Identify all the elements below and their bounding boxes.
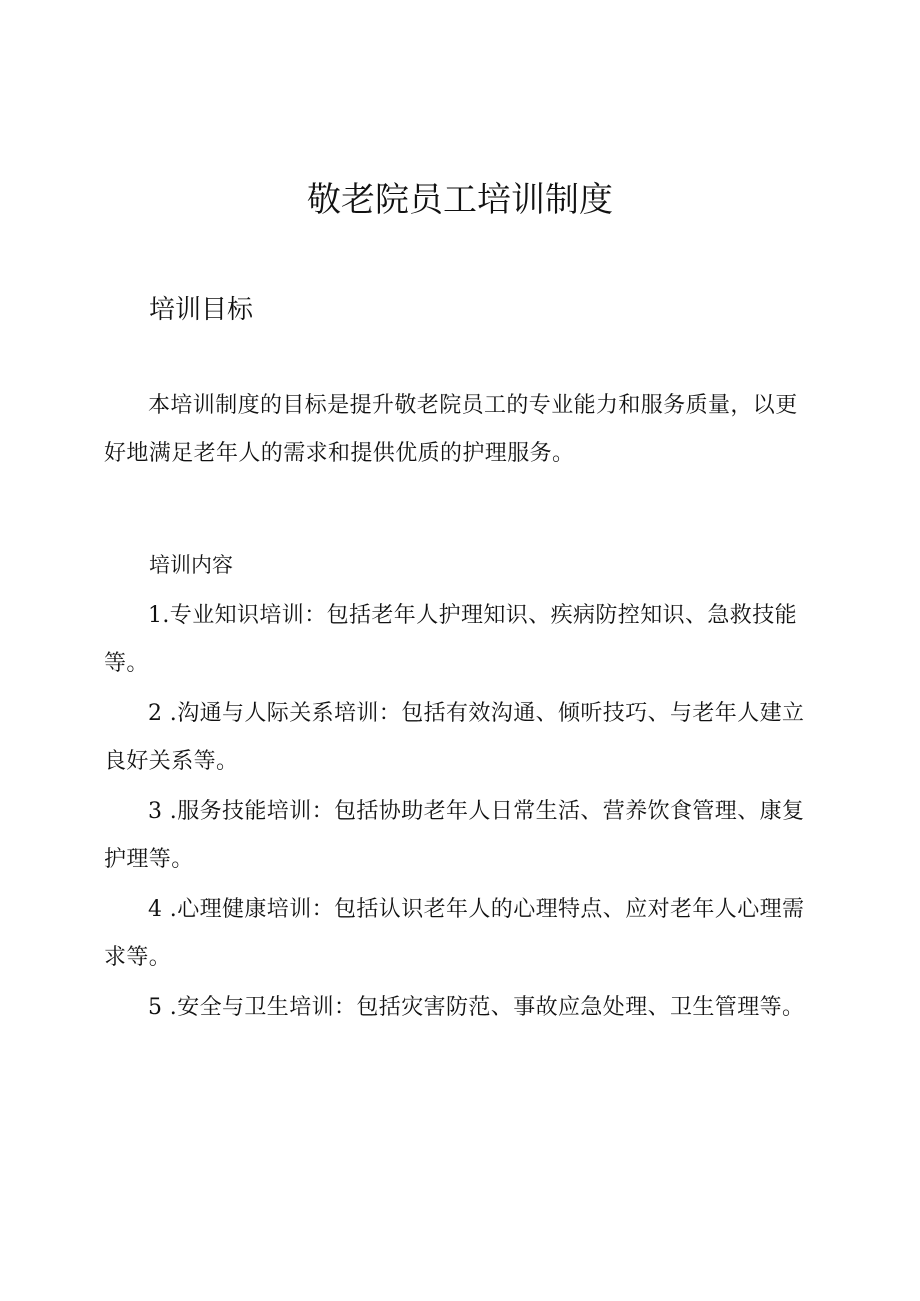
list-item-text: 服务技能培训：包括协助老年人日常生活、营养饮食管理、康复护理等。: [104, 799, 805, 872]
list-item-text: 专业知识培训：包括老年人护理知识、疾病防控知识、急救技能等。: [104, 603, 797, 676]
section-heading-content: 培训内容: [149, 553, 233, 577]
list-item-number: 3 .: [148, 799, 178, 824]
list-item: [104, 690, 820, 786]
training-content-list: [104, 592, 820, 1034]
list-item: [104, 984, 820, 1032]
list-item-text: 心理健康培训：包括认识老年人的心理特点、应对老年人心理需求等。: [104, 897, 805, 970]
list-item-number: 5 .: [148, 995, 178, 1020]
list-item-number: 1.: [148, 603, 170, 628]
list-item-number: 2 .: [148, 701, 178, 726]
list-item: [104, 592, 820, 688]
section-heading-goal: 培训目标: [149, 295, 254, 325]
goal-paragraph: 本培训制度的目标是提升敬老院员工的专业能力和服务质量，以更好地满足老年人的需求和提供优质的护理服务。: [104, 393, 798, 466]
list-item-number: 4 .: [148, 897, 178, 922]
list-item: [104, 788, 820, 884]
list-item-text: 沟通与人际关系培训：包括有效沟通、倾听技巧、与老年人建立良好关系等。: [104, 701, 805, 774]
list-item: [104, 886, 820, 982]
list-item-text: 安全与卫生培训：包括灾害防范、事故应急处理、卫生管理等。: [177, 995, 805, 1020]
page-title: 敬老院员工培训制度: [307, 180, 613, 220]
